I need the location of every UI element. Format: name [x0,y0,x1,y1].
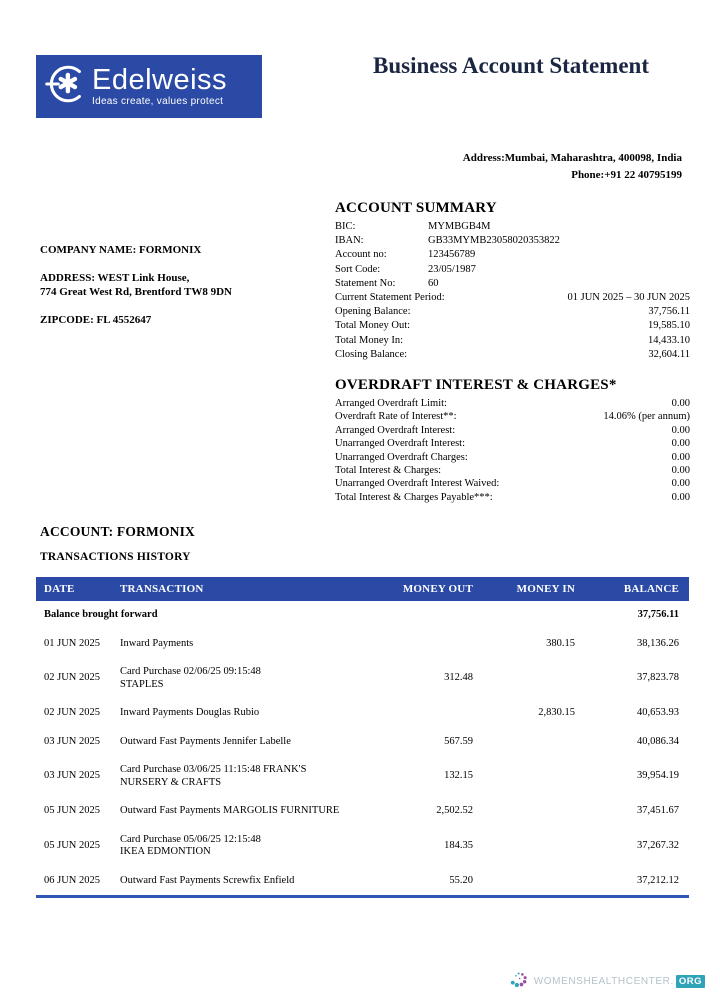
table-row [36,867,689,897]
date-cell: 01 JUN 2025 [44,637,101,649]
company-name: COMPANY NAME: FORMONIX [40,244,202,256]
transaction-cell [120,867,360,897]
money-in-cell [475,756,577,797]
column-header-balance: BALANCE [577,577,689,601]
column-header-money-out: MONEY OUT [360,577,475,601]
money-out-cell [360,630,475,659]
summary-label: Statement No: [335,277,396,289]
company-block [40,243,232,327]
table-row [36,826,689,867]
balance-cell: 37,267.32 [637,839,679,851]
money-in-cell: 2,830.15 [538,707,575,718]
transaction-line2: STAPLES [120,678,164,690]
bank-contact-block [463,150,682,184]
money-out-cell: 132.15 [444,770,473,782]
overdraft-label: Arranged Overdraft Limit: [335,398,447,409]
overdraft-row-rate [335,410,690,423]
table-row [36,756,689,797]
header-row [36,577,689,601]
summary-label: Total Money In: [335,334,404,346]
date-cell: 05 JUN 2025 [44,839,101,851]
transaction-cell [120,756,360,797]
spacer [40,257,232,271]
summary-row-opening-balance [335,305,690,319]
overdraft-label: Total Interest & Charges Payable***: [335,491,493,503]
overdraft-row-arranged-interest [335,424,690,437]
summary-row-statement-period [335,291,690,305]
table-row [36,630,689,659]
account-summary-section [335,200,690,362]
overdraft-value: 0.00 [671,478,690,490]
edelweiss-flower-circle-icon [42,61,88,112]
balance-brought-forward-row [36,601,689,630]
transaction-cell [120,630,360,659]
account-summary-heading: ACCOUNT SUMMARY [335,200,497,216]
transaction-line1: Outward Fast Payments Jennifer Labelle [120,735,291,747]
transactions-table-header [36,577,689,601]
summary-value: MYMBGB4M [428,221,491,232]
transaction-cell [120,826,360,867]
overdraft-value: 0.00 [671,451,690,463]
overdraft-row-interest-waived [335,477,690,490]
date-cell: 03 JUN 2025 [44,735,101,747]
summary-label: BIC: [335,221,356,232]
balance-cell: 40,653.93 [637,707,679,718]
overdraft-row-total-payable [335,491,690,504]
money-in-cell: 380.15 [546,637,575,649]
overdraft-row-unarranged-charges [335,451,690,464]
overdraft-row-unarranged-interest [335,437,690,450]
overdraft-value: 0.00 [671,438,690,450]
bank-address: Address:Mumbai, Maharashtra, 400098, India [462,152,682,164]
balance-cell: 37,823.78 [637,672,679,684]
summary-value: 123456789 [428,249,476,261]
money-in-cell [475,601,577,630]
balance-cell: 39,954.19 [637,770,679,782]
summary-label: Account no: [335,249,387,261]
table-row [36,658,689,699]
money-out-cell: 55.20 [449,874,473,886]
table-row [36,728,689,757]
company-zipcode: ZIPCODE: FL 4552647 [40,314,152,326]
account-name-heading: ACCOUNT: FORMONIX [40,524,196,539]
summary-row-account-no [335,248,690,262]
logo-tagline: Ideas create, values protect [92,96,224,107]
summary-value: 19,585.10 [648,320,690,332]
overdraft-row-limit [335,397,690,410]
summary-row-bic [335,220,690,234]
column-header-money-in: MONEY IN [475,577,577,601]
watermark-text: WOMENSHEALTHCENTER. [533,976,674,987]
summary-row-sort-code [335,263,690,277]
balance-cell: 37,212.12 [637,874,679,886]
transaction-line1: Outward Fast Payments Screwfix Enfield [120,874,295,886]
transaction-cell [120,699,360,728]
summary-value: 37,756.11 [648,306,690,318]
overdraft-value: 0.00 [671,398,690,409]
overdraft-value: 0.00 [671,465,690,477]
money-out-cell: 2,502.52 [436,805,473,816]
transaction-line1: Inward Payments Douglas Rubio [120,707,260,718]
overdraft-label: Unarranged Overdraft Interest: [335,438,466,450]
summary-row-total-money-out [335,319,690,333]
date-cell: 02 JUN 2025 [44,672,101,684]
summary-label: IBAN: [335,235,364,247]
table-row [36,797,689,826]
transaction-line2: IKEA EDMONTION [120,846,211,857]
summary-value: 01 JUN 2025 – 30 JUN 2025 [567,292,690,304]
watermark [510,968,705,995]
balance-forward-label: Balance brought forward [44,609,158,620]
watermark-org-badge: ORG [676,975,705,988]
date-cell: 06 JUN 2025 [44,874,101,886]
overdraft-row-total-interest [335,464,690,477]
balance-cell: 37,451.67 [637,805,679,816]
document-title: Business Account Statement [372,53,649,78]
summary-row-statement-no [335,277,690,291]
edelweiss-logo [36,55,262,118]
overdraft-label: Overdraft Rate of Interest**: [335,411,457,423]
overdraft-value: 0.00 [671,424,690,436]
bank-phone: Phone:+91 22 40795199 [571,169,682,181]
summary-label: Opening Balance: [335,306,411,318]
money-in-cell [475,826,577,867]
transactions-history-heading: TRANSACTIONS HISTORY [40,551,191,563]
column-header-transaction: TRANSACTION [120,577,360,601]
date-cell: 03 JUN 2025 [44,770,101,782]
summary-label: Current Statement Period: [335,292,445,304]
money-out-cell: 567.59 [444,735,473,747]
logo-wordmark: Edelweiss [92,64,228,96]
summary-row-total-money-in [335,334,690,348]
summary-row-iban [335,234,690,248]
overdraft-label: Arranged Overdraft Interest: [335,424,456,436]
transaction-cell [120,797,360,826]
overdraft-label: Total Interest & Charges: [335,465,442,477]
summary-value: 23/05/1987 [428,263,476,275]
transaction-line1: Card Purchase 05/06/25 12:15:48 [120,833,261,845]
overdraft-heading: OVERDRAFT INTEREST & CHARGES* [335,377,617,393]
summary-value: GB33MYMB23058020353822 [428,235,560,247]
overdraft-section [335,377,690,504]
date-cell: 05 JUN 2025 [44,805,101,816]
overdraft-value: 0.00 [671,491,690,503]
money-in-cell [475,867,577,897]
money-out-cell [360,601,475,630]
dot-swirl-icon [510,968,532,995]
spacer [40,299,232,313]
transaction-line2: NURSERY & CRAFTS [120,776,222,788]
transaction-cell [120,658,360,699]
money-in-cell [475,797,577,826]
transaction-line1: Outward Fast Payments MARGOLIS FURNITURE [120,805,340,816]
overdraft-value: 14.06% (per annum) [603,411,690,423]
balance-cell: 38,136.26 [637,637,679,649]
logo-text [92,66,227,107]
summary-value: 60 [428,277,439,289]
transaction-cell [120,728,360,757]
money-out-cell: 312.48 [444,672,473,684]
money-in-cell [475,658,577,699]
column-header-date: DATE [36,577,120,601]
summary-label: Closing Balance: [335,348,408,360]
balance-cell: 37,756.11 [637,609,679,620]
company-address-line2: 774 Great West Rd, Brentford TW8 9DN [40,286,232,298]
company-address-line1: ADDRESS: WEST Link House, [40,272,190,284]
date-cell: 02 JUN 2025 [44,707,101,718]
transaction-line1: Card Purchase 03/06/25 11:15:48 FRANK'S [120,764,307,775]
money-in-cell [475,728,577,757]
summary-value: 14,433.10 [648,334,690,346]
table-row [36,699,689,728]
transaction-line1: Inward Payments [120,637,194,649]
summary-label: Sort Code: [335,263,381,275]
summary-row-closing-balance [335,348,690,362]
money-out-cell [360,699,475,728]
balance-cell: 40,086.34 [637,735,679,747]
overdraft-label: Unarranged Overdraft Interest Waived: [335,478,500,490]
transactions-table [36,577,689,898]
overdraft-label: Unarranged Overdraft Charges: [335,451,468,463]
summary-label: Total Money Out: [335,320,411,332]
summary-value: 32,604.11 [648,348,690,360]
transaction-line1: Card Purchase 02/06/25 09:15:48 [120,666,261,677]
money-out-cell: 184.35 [444,839,473,851]
